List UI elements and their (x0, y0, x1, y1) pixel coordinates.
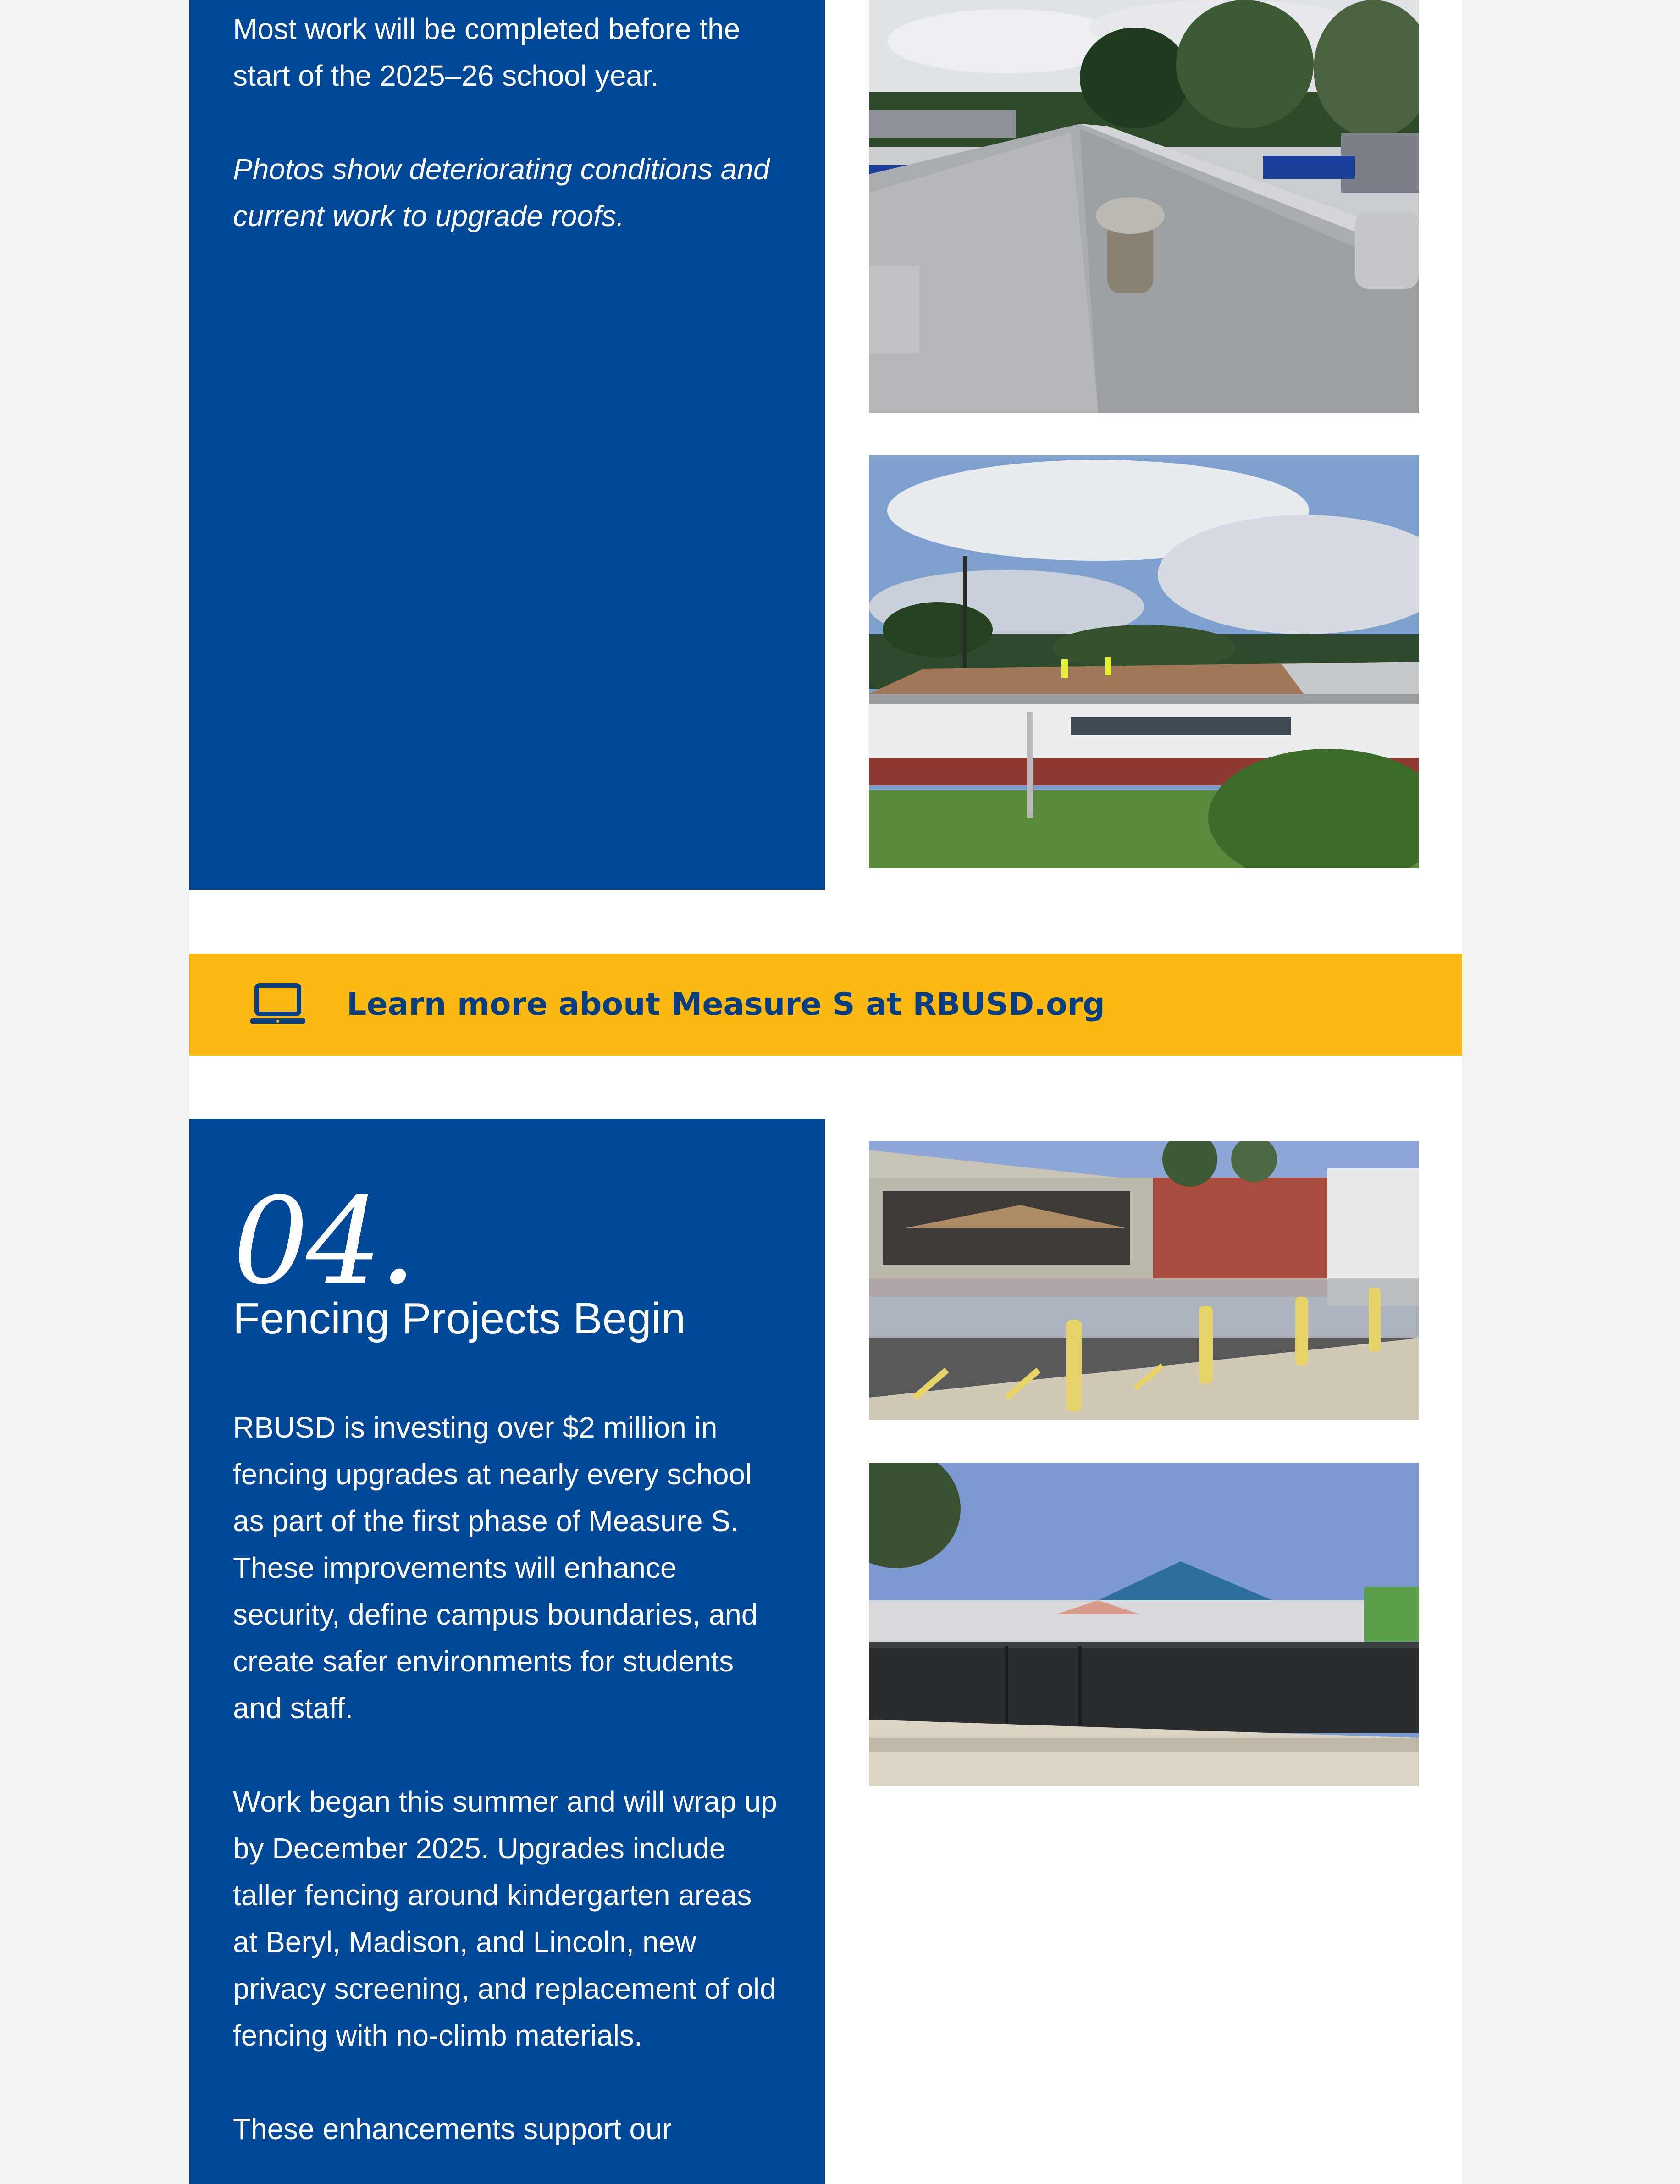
photo-fencing-bollards (869, 1141, 1419, 1420)
fencing-paragraph-2: Work began this summer and will wrap up by December 2025. Upgrades include taller fencing around kindergarten areas at Beryl, Madison, and Lincoln, new privacy screening, and replacement of old fencing with no-climb materials. (233, 1785, 777, 2052)
photo-roof-work (869, 455, 1419, 868)
measure-s-link-banner[interactable] (189, 954, 1462, 1056)
fencing-paragraph-3: These enhancements support our (233, 2112, 672, 2145)
fencing-section-text (233, 1404, 783, 2152)
photo-privacy-fence (869, 1463, 1419, 1786)
fencing-section-panel (189, 1119, 825, 2184)
roof-photo-caption: Photos show deteriorating conditions and current work to upgrade roofs. (233, 153, 770, 232)
roof-section-panel (189, 0, 825, 890)
fencing-paragraph-1: RBUSD is investing over $2 million in fencing upgrades at nearly every school as part of the first phase of Measure S. These improvements will enhance security, define campus boundaries, and create safer environments for students and staff. (233, 1411, 758, 1725)
fencing-section-title: Fencing Projects Begin (233, 1294, 686, 1343)
photo-old-roof (869, 0, 1419, 413)
section-number: 04. (233, 1172, 414, 1311)
newsletter-page (189, 0, 1462, 2184)
laptop-icon (250, 983, 305, 1027)
measure-s-link-label[interactable]: Learn more about Measure S at RBUSD.org (347, 986, 1105, 1023)
roof-intro-text: Most work will be completed before the start of the 2025–26 school year. (233, 12, 741, 92)
roof-section-text (233, 6, 783, 239)
